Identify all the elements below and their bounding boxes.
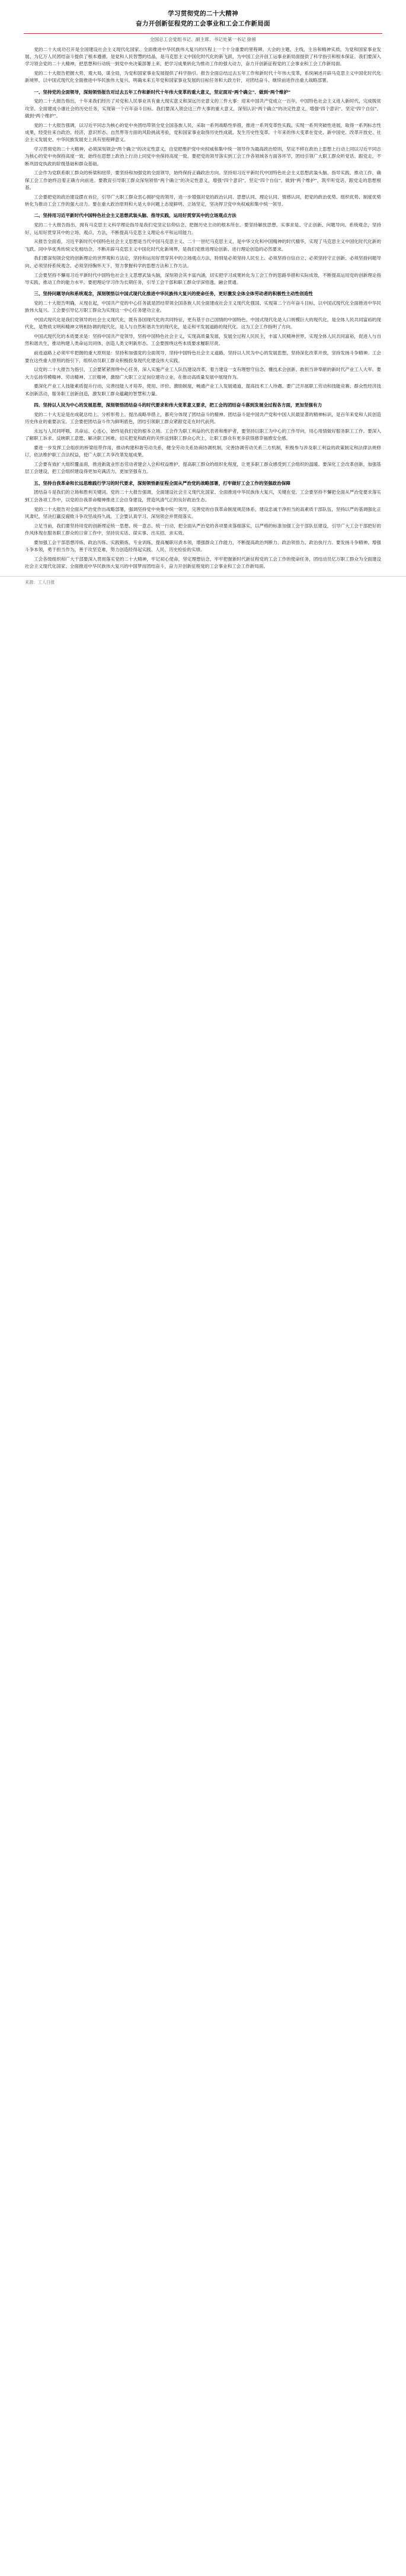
paragraph: 工会要有效扩大组织覆盖面，推进新就业形态劳动者建会入会和权益维护，提高职工群众的组织化程度，让更多职工群众感受到工会组织的温暖。要深化工会改革创新，加强基层工会建设，把工会组织建设得更加充满活力、更加坚强有力。 — [25, 462, 381, 475]
paragraph: 要进一步发挥工会组织的桥梁纽带作用，推动构建和谐劳动关系，健全劳动关系协商协调机制，完善协调劳动关系三方机制，积极参与涉及职工利益的政策制定和法律法规修订，依法维护职工合法权益，使广大职工共享改革发展成果。 — [25, 444, 381, 458]
header-divider — [24, 33, 382, 34]
section-heading: 二、坚持用习近平新时代中国特色社会主义思想武装头脑、指导实践，运用好贯穿其中的立场观点方法 — [34, 213, 236, 219]
paragraph: 工会要把党的政治建设摆在首位，引导广大职工群众衷心拥护党的领导，进一步增强对党的政治认同、思想认同、理论认同、情感认同，把党的政治优势、组织优势、制度优势转化为推动工会工作的强大动力。要在重大政治原则和大是大非问题上态度鲜明、立场坚定，坚决捍卫党中央权威和集中统一领导。 — [25, 194, 381, 207]
source-label: 来源：工人日报 — [25, 580, 55, 585]
paragraph: 前进道路上必须牢牢把握的重大原则是：坚持和加强党的全面领导，坚持中国特色社会主义道路，坚持以人民为中心的发展思想，坚持深化改革开放，坚持发扬斗争精神。工会要在这些重大原则的指引下，组织动员职工群众积极投身现代化建设伟大实践。 — [25, 350, 381, 363]
paragraph: 中国式现代化的本质要求是：坚持中国共产党领导，坚持中国特色社会主义，实现高质量发展，发展全过程人民民主，丰富人民精神世界，实现全体人民共同富裕，促进人与自然和谐共生，推动构建人类命运共同体，创造人类文明新形态。工会要围绕这些本质要求履职尽责。 — [25, 334, 381, 347]
section-heading: 五、坚持自我革命和长远思维践行学习的时代要求，深刻领悟新征程全面从严治党的战略部署，打牢做好工会工作的坚强政治保障 — [34, 480, 291, 486]
paragraph: 党的二十大报告指出，拥有马克思主义科学理论指导是我们党坚定信仰信念、把握历史主动的根本所在。要坚持解放思想、实事求是、守正创新、问题导向、系统观念，坚持好、运用好贯穿其中的立场、观点、方法，不断提高马克思主义理论水平和运用能力。 — [25, 222, 381, 235]
section-heading: 一、坚持党的全面领导，深刻领悟报告对过去五年工作和新时代十年伟大变革的重大意义，坚定面对“两个确立”、做到“两个维护” — [34, 89, 291, 95]
paragraph: 从报告全面看，习近平新时代中国特色社会主义思想是当代中国马克思主义、二十一世纪马克思主义，是中华文化和中国精神的时代精华，实现了马克思主义中国化时代化新的飞跃。同中华优秀传统文化相结合，不断开辟马克思主义中国化时代化新境界，是我们党推进理论创新、进行理论创造的必然要求。 — [25, 239, 381, 252]
section-heading: 四、坚持以人民为中心的发展思想，深刻领悟团结奋斗的时代要求和伟大变革意义要求，把工会的团结奋斗落到发展全过程各方面，更加坚强有力 — [34, 402, 322, 408]
paragraph: 以党的二十大报告为指引，工会要紧紧围绕中心任务，深入实施产业工人队伍建设改革，着力建设一支有理想守信念、懂技术会创新、敢担当讲奉献的新时代产业工人大军。要大力弘扬劳模精神、劳动精神、工匠精神，激励广大职工立足岗位建功立业，在推动高质量发展中展现作为。 — [25, 367, 381, 380]
article-footer — [0, 576, 406, 591]
paragraph: 党的二十大报告对全面从严治党作出战略部署，强调坚持党中央集中统一领导，完善党的自我革命制度规范体系，建设忠诚干净担当的高素质干部队伍，坚持以严的基调强化正风肃纪，坚决打赢反腐败斗争攻坚战持久战。工会要认真学习、深刻领会并贯彻落实。 — [25, 506, 381, 519]
document-page — [0, 0, 406, 591]
paragraph: 工会作为党联系职工群众的桥梁和纽带，要坚持和加强党的全面领导，始终保持正确政治方向。坚持用习近平新时代中国特色社会主义思想武装头脑、指导实践、推动工作，确保工会工作始终沿着正确方向前进。要教育引导职工群众深刻领悟“两个确立”的决定性意义，增强“四个意识”、坚定“四个自信”、做到“两个维护”，筑牢听党话、跟党走的思想根基。 — [25, 170, 381, 191]
paragraph: 学习贯彻党的二十大精神，必须深刻领会“两个确立”的决定性意义，自觉把维护党中央权威和集中统一领导作为最高政治原则，坚定不移在政治上思想上行动上同以习近平同志为核心的党中央保持高度一致，始终在思想上政治上行动上同党中央保持高度一致。要把党的领导落实到工会工作各领域各方面各环节，团结引领广大职工群众听党话、跟党走，不断巩固党执政的阶级基础和群众基础。 — [25, 146, 381, 167]
paragraph: 党的二十大无论是在成就总结上、分析形势上、提出战略举措上，都充分体现了团结奋斗的精神。团结奋斗是中国共产党和中国人民最显著的精神标识，是百年来党和人民创造历史伟业的重要法宝。工会要把团结奋斗作为鲜明底色，团结引领职工群众紧跟党走在时代前列。 — [25, 411, 381, 425]
page-subtitle: 奋力开创新征程党的工会事业和工会工作新局面 — [136, 21, 270, 28]
document-header — [0, 6, 406, 30]
paragraph: 我们要深刻领会党的创新理论的世界观和方法论，坚持和运用好贯穿其中的立场观点方法，特别是必须坚持人民至上、必须坚持自信自立、必须坚持守正创新、必须坚持问题导向、必须坚持系统观念、必须坚持胸怀天下，努力掌握科学的思想方法和工作方法。 — [25, 255, 381, 268]
paragraph: 党的二十大报告明确，从现在起，中国共产党的中心任务就是团结带领全国各族人民全面建成社会主义现代化强国、实现第二个百年奋斗目标，以中国式现代化全面推进中华民族伟大复兴。工会要引导亿万职工群众为实现这一中心任务建功立业。 — [25, 300, 381, 313]
paragraph: 要深化产业工人技能素质提升行动，完善技能人才培养、使用、评价、激励制度，畅通产业工人发展通道，提高技术工人待遇。要广泛开展职工劳动和技能竞赛、群众性经济技术创新活动，服务职工创新创造，激发职工群众蕴藏的智慧和力量。 — [25, 383, 381, 396]
paragraph: 党的二十大报告把握大势，观大局，谋全局，为党和国家事业发展提供了科学指引。报告全面总结过去五年工作和新时代十年伟大变革，系统阐述开辟马克思主义中国化时代化新境界，以中国式现代化全面推进中华民族伟大复兴，明确未来五年党和国家事业发展的目标任务和大政方针，对团结奋斗、继续前进作出重大战略部署。 — [25, 70, 381, 84]
paragraph: 工会要坚持不懈用习近平新时代中国特色社会主义思想武装头脑，深刻领会其丰富内涵，切实把学习成果转化为工会工作的思路举措和实际成效，不断提高运用党的创新理论指导实践、推动工作的能力水平。要把理论学习作为长期任务，引导工会干部和职工群众学深悟透、融会贯通。 — [25, 272, 381, 285]
paragraph: 党的二十大报告强调，以习近平同志为核心的党中央团结带领全党全国各族人民，采取一系列战略性举措，推进一系列变革性实践，实现一系列突破性进展，取得一系列标志性成果，经受住来自政治、经济、意识形态、自然界等方面的风险挑战考验，党和国家事业取得历史性成就、发生历史性变革。十年来的伟大变革在党史、新中国史、改革开放史、社会主义发展史、中华民族发展史上具有里程碑意义。 — [25, 122, 381, 143]
paragraph: 党的二十大报告指出，十年来我们经历了对党和人民事业具有重大现实意义和深远历史意义的三件大事：迎来中国共产党成立一百年，中国特色社会主义进入新时代，完成脱贫攻坚、全面建成小康社会的历史任务，实现第一个百年奋斗目标。我们要深入领会这三件大事的重大意义，深刻认识“两个确立”的决定性意义，增强“四个意识”、坚定“四个自信”、做到“两个维护”。 — [25, 98, 381, 119]
paragraph: 要加强工会干部思想淬炼、政治历练、实践锻炼、专业训练，提高履职尽责本领，增强群众工作能力，不断提高政治判断力、政治领悟力、政治执行力。要发扬斗争精神、增强斗争本领，勇于担当作为，善于攻坚克难，努力创造经得起实践、人民、历史检验的实绩。 — [25, 539, 381, 553]
paragraph: 立足当前，我们要坚持用党的创新理论统一思想、统一意志、统一行动，把全面从严治党的各项要求落细落实，以严格的标准加强工会干部队伍建设，引导广大工会干部把好的作风体现在服务职工群众的日常工作中，坚持说实话、谋实事、出实招、求实效。 — [25, 523, 381, 536]
document-body — [0, 6, 406, 591]
page-title: 学习贯彻党的二十大精神 — [168, 11, 238, 17]
paragraph: 永远与人民同呼吸、共命运、心连心，始终是我们党的根本立场。工会作为职工利益的代表者和维护者，要坚持以职工为中心的工作导向，用心用情做好服务职工工作。要深入了解职工诉求、反映职工意愿、解决职工困难，切实把党和政府的关怀送到职工群众心坎上，让职工群众有更多获得感幸福感安全感。 — [25, 428, 381, 441]
byline: 全国总工会党组书记、副主席、书记处第一书记 徐留 — [149, 36, 257, 42]
paragraph: 工会各级组织和广大干部要深入贯彻落实党的二十大精神，牢记初心使命，坚定理想信念，牢牢把握新时代新征程党的工会工作的使命任务，团结动员亿万职工群众为全面建设社会主义现代化国家、全面推进中华民族伟大复兴的中国梦而团结奋斗，奋力开创新征程党的工会事业和工会工作新局面。 — [25, 556, 381, 569]
article-body — [0, 46, 406, 571]
paragraph: 团结奋斗是我们的立场和胜利关键词。党的二十大报告强调，全面建设社会主义现代化国家、全面推进中华民族伟大复兴，关键在党。工会要坚持不懈把全面从严治党要求落实到工会各项工作中，以党的自我革命精神推进工会自身建设，营造风清气正的良好政治生态。 — [25, 489, 381, 503]
section-heading: 三、坚持问题导向和系统观念，深刻领悟以中国式现代化推进中华民族伟大复兴的使命任务，更好激发全体全体劳动者的积极性主动性创造性 — [34, 291, 313, 297]
paragraph: 中国式现代化是我们党领导的社会主义现代化，既有各国现代化的共同特征，更有基于自己国情的中国特色。中国式现代化是人口规模巨大的现代化，是全体人民共同富裕的现代化，是物质文明和精神文明相协调的现代化，是人与自然和谐共生的现代化，是走和平发展道路的现代化。这为工会工作指明了方向。 — [25, 317, 381, 330]
paragraph: 党的二十大成功召开是全国建设社会主义现代化国家、全面推进中华民族伟大复兴的历程上一个十分重要的里程碑。大会的主题、主线、主旨和精神实质，为党和国家事业发展、为亿万人民团结奋斗提供了根本遵循，是党和人民智慧的结晶，是马克思主义中国化时代化的新飞跃，为中国工会开创工运事业新局面提供了科学指引和根本保证。我们要深入学习领会党的二十大精神，把思想和行动统一到党中央决策部署上来，把学习成果转化为推动工作的强大动力，奋力开创新征程党的工会事业和工会工作新局面。 — [25, 46, 381, 67]
